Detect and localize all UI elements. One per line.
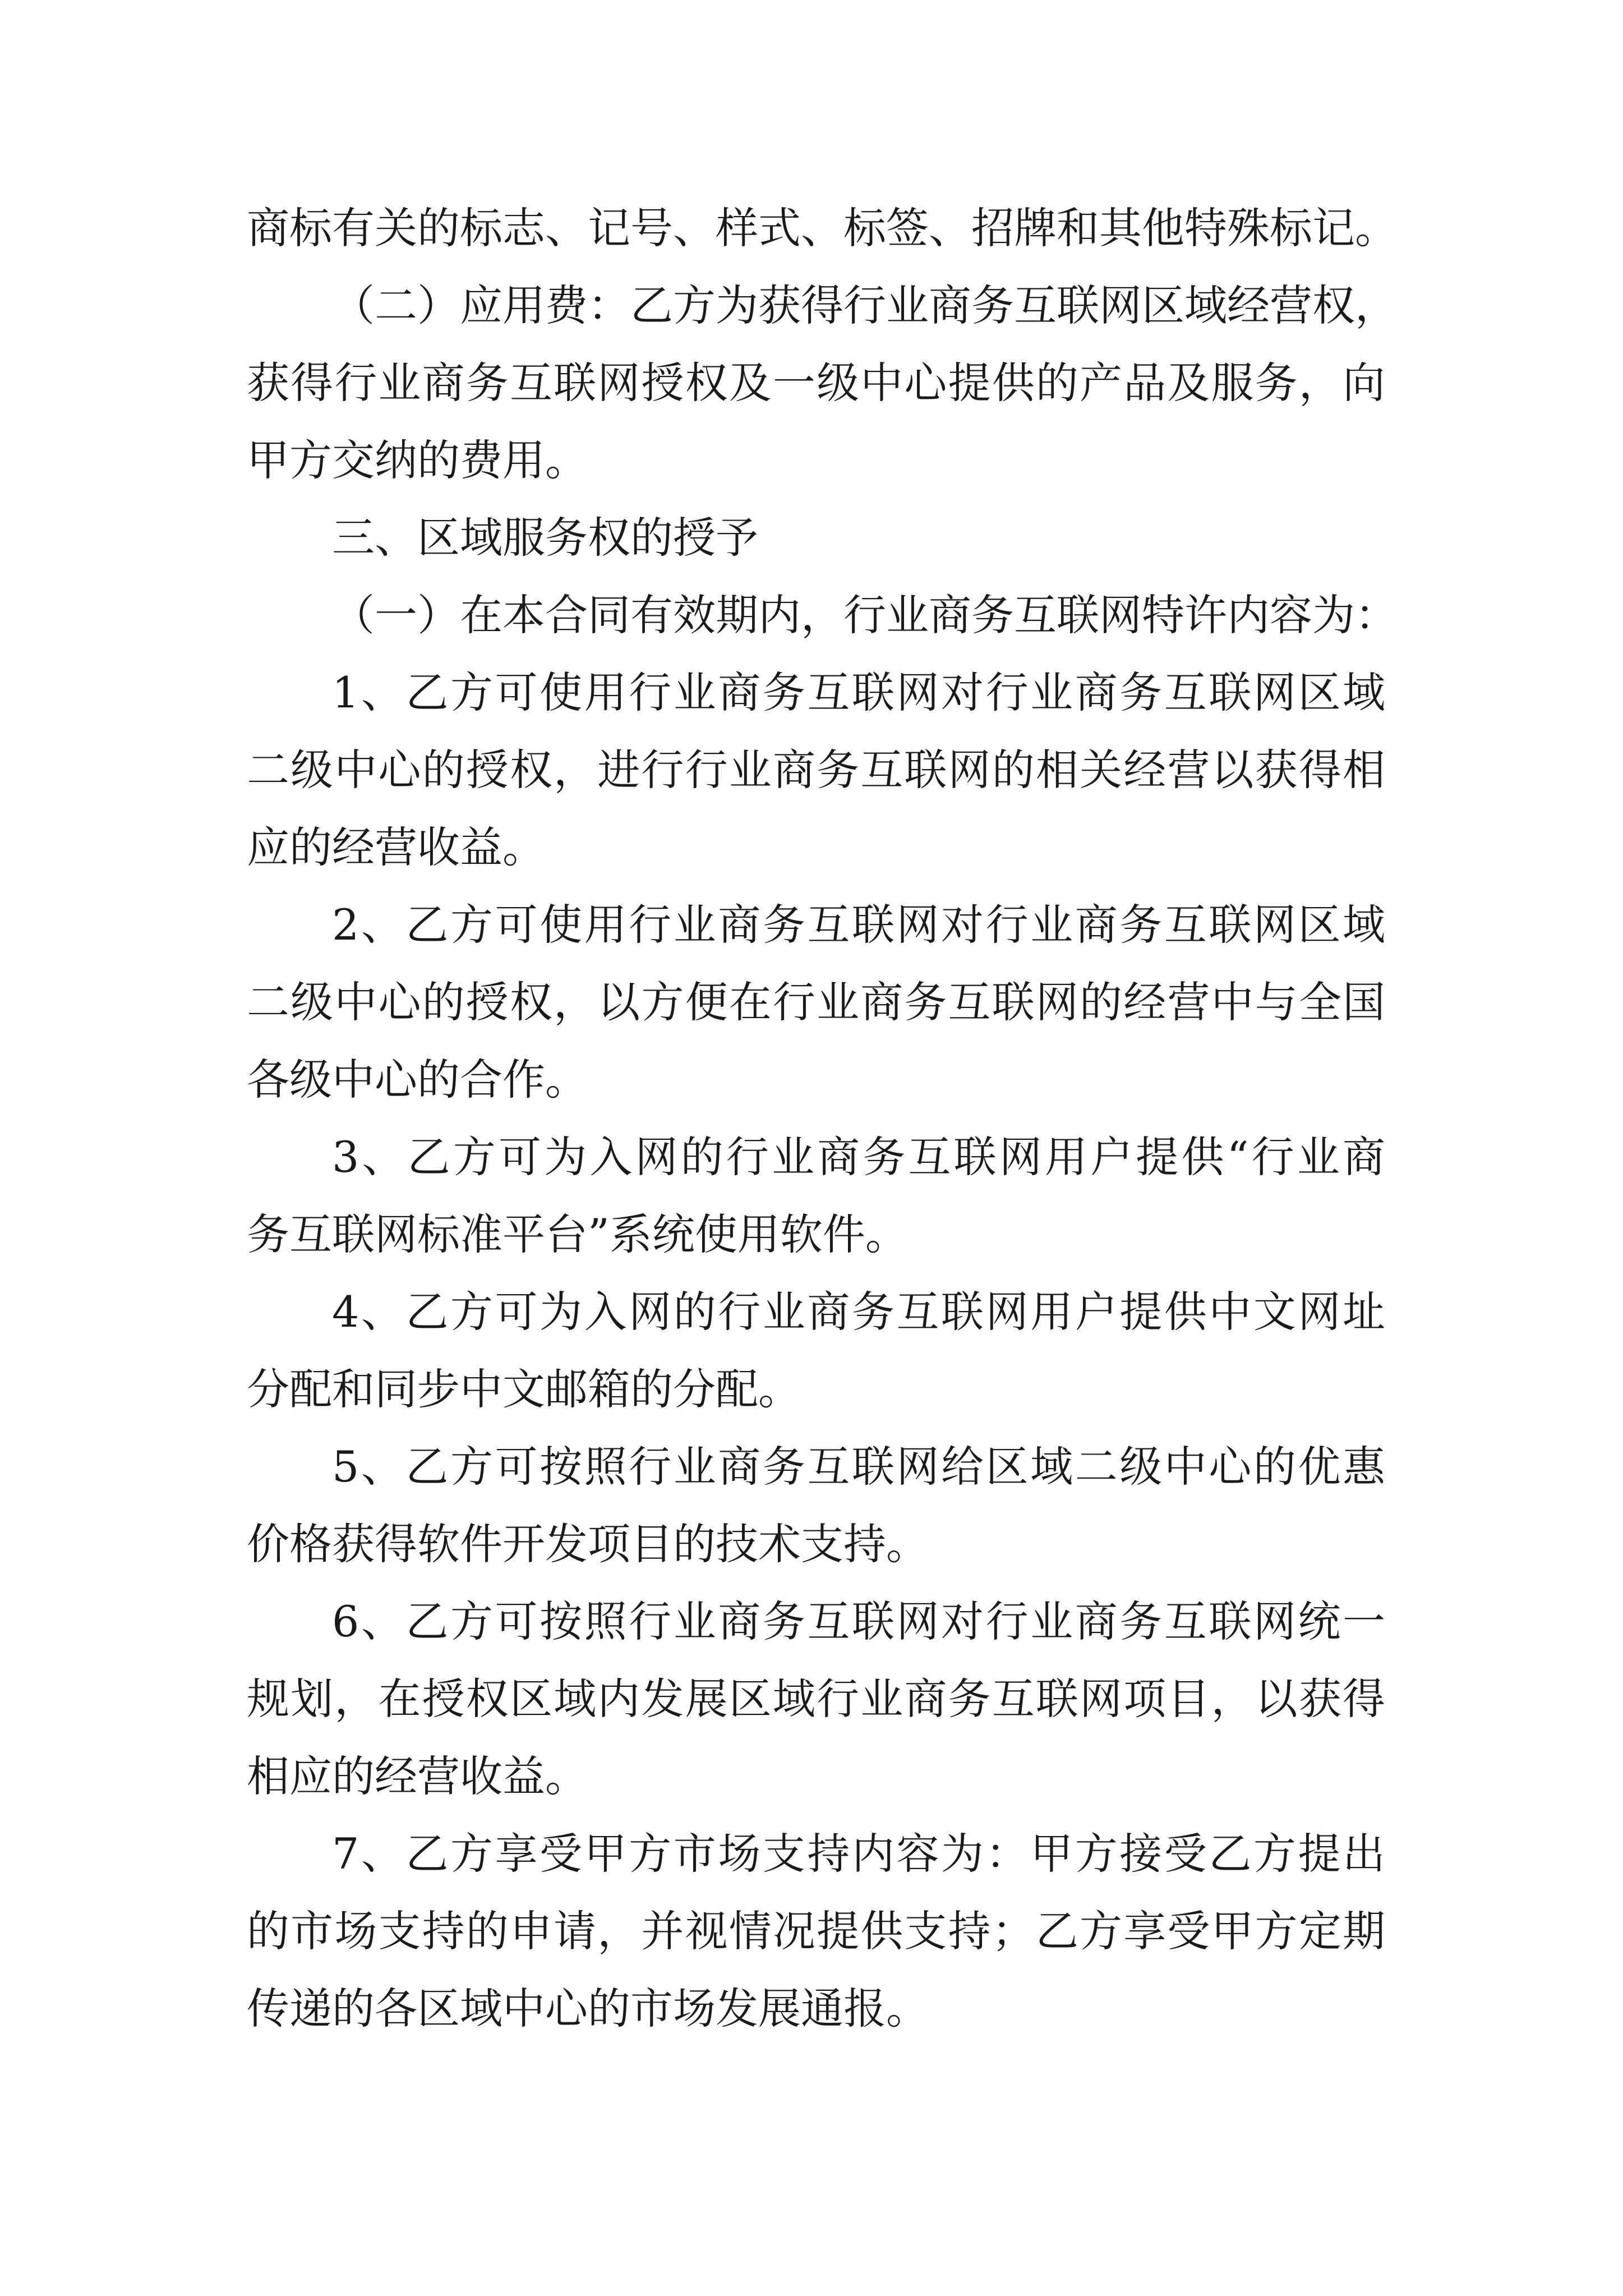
text-line: 获得行业商务互联网授权及一级中心提供的产品及服务，向 [247, 358, 1385, 408]
document-body [247, 190, 1398, 2047]
text-line: 商标有关的标志、记号、样式、标签、招牌和其他特殊标记。 [247, 203, 1398, 253]
item-1-line: 1、乙方可使用行业商务互联网对行业商务互联网区域 [332, 668, 1385, 717]
item-4-line: 4、乙方可为入网的行业商务互联网用户提供中文网址 [332, 1287, 1385, 1337]
item-5-line: 5、乙方可按照行业商务互联网给区域二级中心的优惠 [332, 1442, 1385, 1492]
item-7-line: 的市场支持的申请，并视情况提供支持；乙方享受甲方定期 [247, 1906, 1385, 1956]
item-2-line: 各级中心的合作。 [247, 1055, 588, 1105]
item-2-line: 2、乙方可使用行业商务互联网对行业商务互联网区域 [332, 900, 1385, 950]
item-4-line: 分配和同步中文邮箱的分配。 [247, 1364, 801, 1414]
section-fee-heading: （二）应用费：乙方为获得行业商务互联网区域经营权， [332, 280, 1398, 330]
item-3-line: 务互联网标准平台”系统使用软件。 [247, 1209, 908, 1259]
item-7-line: 7、乙方享受甲方市场支持内容为：甲方接受乙方提出 [332, 1829, 1385, 1879]
item-6-line: 相应的经营收益。 [247, 1751, 588, 1801]
item-7-line: 传递的各区域中心的市场发展通报。 [247, 1984, 929, 2033]
item-6-line: 6、乙方可按照行业商务互联网对行业商务互联网统一 [332, 1596, 1385, 1646]
item-2-line: 二级中心的授权，以方便在行业商务互联网的经营中与全国 [247, 977, 1385, 1027]
item-1-line: 应的经营收益。 [247, 822, 545, 872]
item-5-line: 价格获得软件开发项目的技术支持。 [247, 1519, 929, 1569]
item-3-line: 3、乙方可为入网的行业商务互联网用户提供“行业商 [332, 1132, 1385, 1182]
subsection-one-heading: （一）在本合同有效期内，行业商务互联网特许内容为： [332, 590, 1398, 640]
item-6-line: 规划，在授权区域内发展区域行业商务互联网项目，以获得 [247, 1674, 1385, 1724]
text-line: 甲方交纳的费用。 [247, 435, 588, 485]
item-1-line: 二级中心的授权，进行行业商务互联网的相关经营以获得相 [247, 745, 1385, 795]
section-three-heading: 三、区域服务权的授予 [332, 513, 758, 563]
